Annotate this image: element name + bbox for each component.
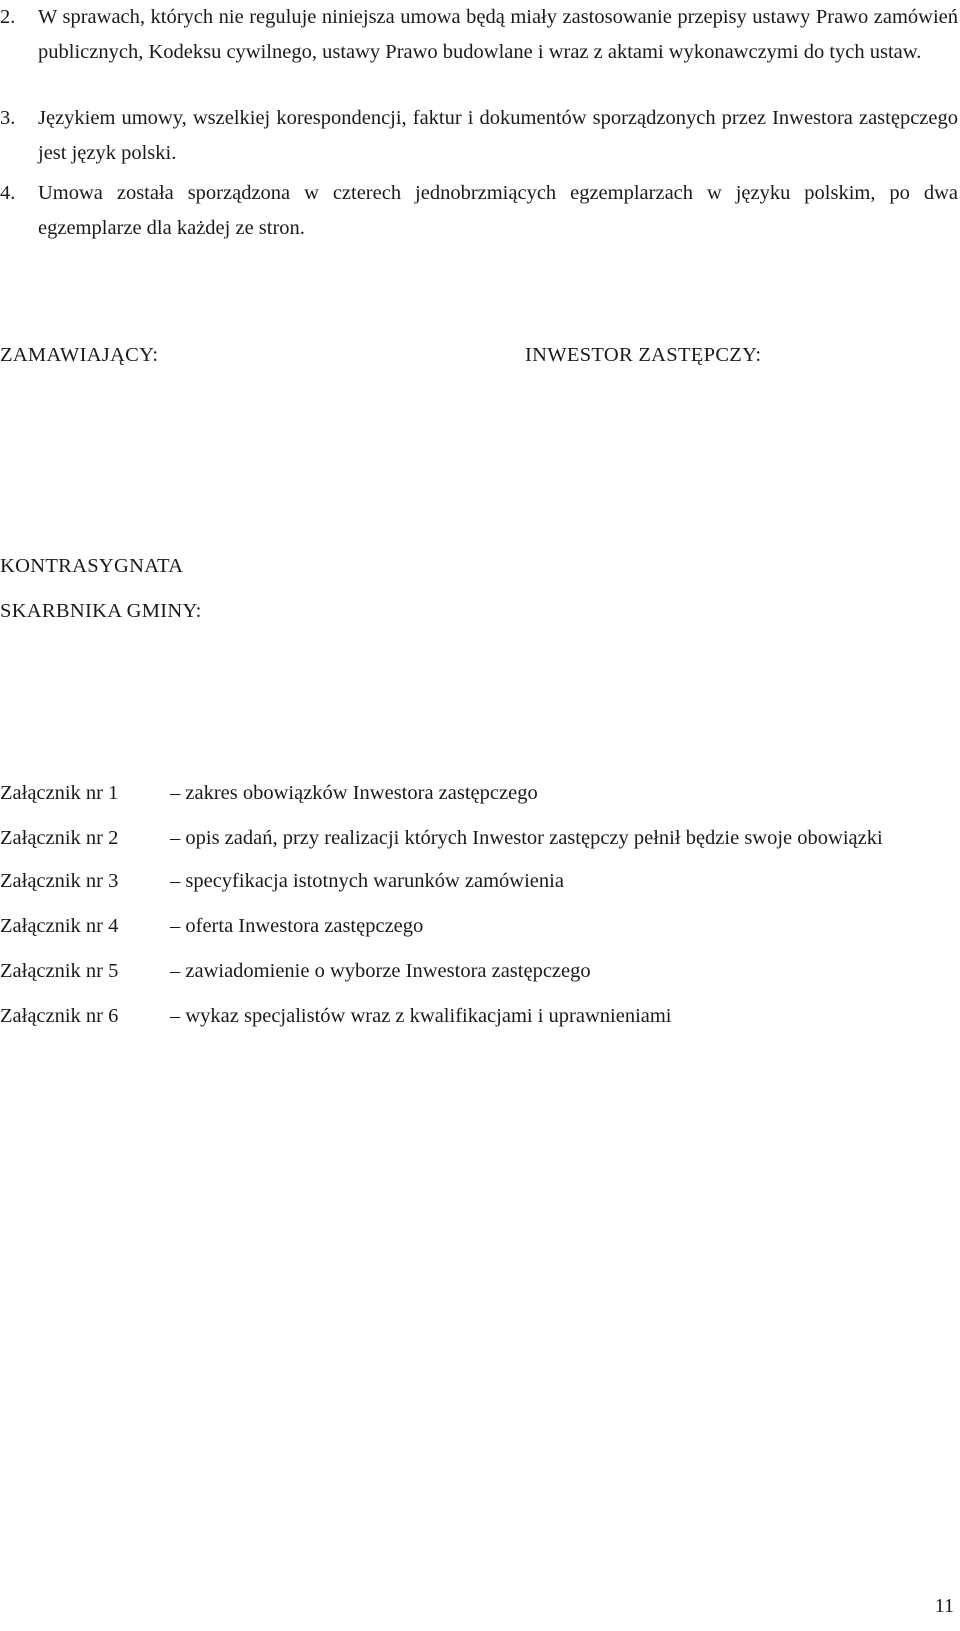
attachment-label: Załącznik nr 6 (0, 1005, 119, 1027)
clause-4 (0, 176, 958, 246)
clause-2 (0, 0, 958, 70)
clause-3 (0, 101, 958, 171)
page-number: 11 (934, 1595, 954, 1617)
attachment-description: – opis zadań, przy realizacji których Inwestor zastępczy pełnił będzie swoje obowiązki (170, 827, 883, 849)
attachment-description: – zawiadomienie o wyborze Inwestora zastępczego (170, 960, 591, 982)
attachment-item (0, 955, 958, 988)
clause-number: 4. (0, 182, 16, 204)
signature-skarbnik-gminy: SKARBNIKA GMINY: (0, 600, 202, 622)
attachment-label: Załącznik nr 4 (0, 915, 119, 937)
clause-number: 2. (0, 6, 16, 28)
signature-kontrasygnata: KONTRASYGNATA (0, 555, 184, 577)
attachment-label: Załącznik nr 2 (0, 827, 119, 849)
signature-inwestor-zastepczy: INWESTOR ZASTĘPCZY: (525, 344, 762, 366)
attachment-item (0, 822, 958, 855)
attachment-description: – zakres obowiązków Inwestora zastępczego (170, 782, 538, 804)
attachment-label: Załącznik nr 5 (0, 960, 119, 982)
clause-text: Umowa została sporządzona w czterech jednobrzmiących egzemplarzach w języku polskim, po dwa egzemplarze dla każdej ze stron. (38, 182, 958, 239)
attachment-item (0, 910, 958, 943)
clause-text: W sprawach, których nie reguluje niniejsza umowa będą miały zastosowanie przepisy ustawy Prawo zamówień publicznych, Kodeksu cywilnego, ustawy Prawo budowlane i wraz z aktami wykonawczymi do tych ustaw. (38, 6, 958, 63)
clause-text: Językiem umowy, wszelkiej korespondencji, faktur i dokumentów sporządzonych przez Inwestora zastępczego jest język polski. (38, 107, 958, 164)
attachments-list (0, 777, 958, 1045)
attachment-description: – wykaz specjalistów wraz z kwalifikacjami i uprawnieniami (170, 1005, 672, 1027)
clause-number: 3. (0, 107, 16, 129)
attachment-description: – specyfikacja istotnych warunków zamówienia (170, 870, 564, 892)
attachment-label: Załącznik nr 1 (0, 782, 119, 804)
signature-zamawiajacy: ZAMAWIAJĄCY: (0, 344, 159, 366)
attachment-item (0, 865, 958, 898)
attachment-item (0, 777, 958, 810)
attachment-description: – oferta Inwestora zastępczego (170, 915, 424, 937)
attachment-label: Załącznik nr 3 (0, 870, 119, 892)
attachment-item (0, 1000, 958, 1033)
